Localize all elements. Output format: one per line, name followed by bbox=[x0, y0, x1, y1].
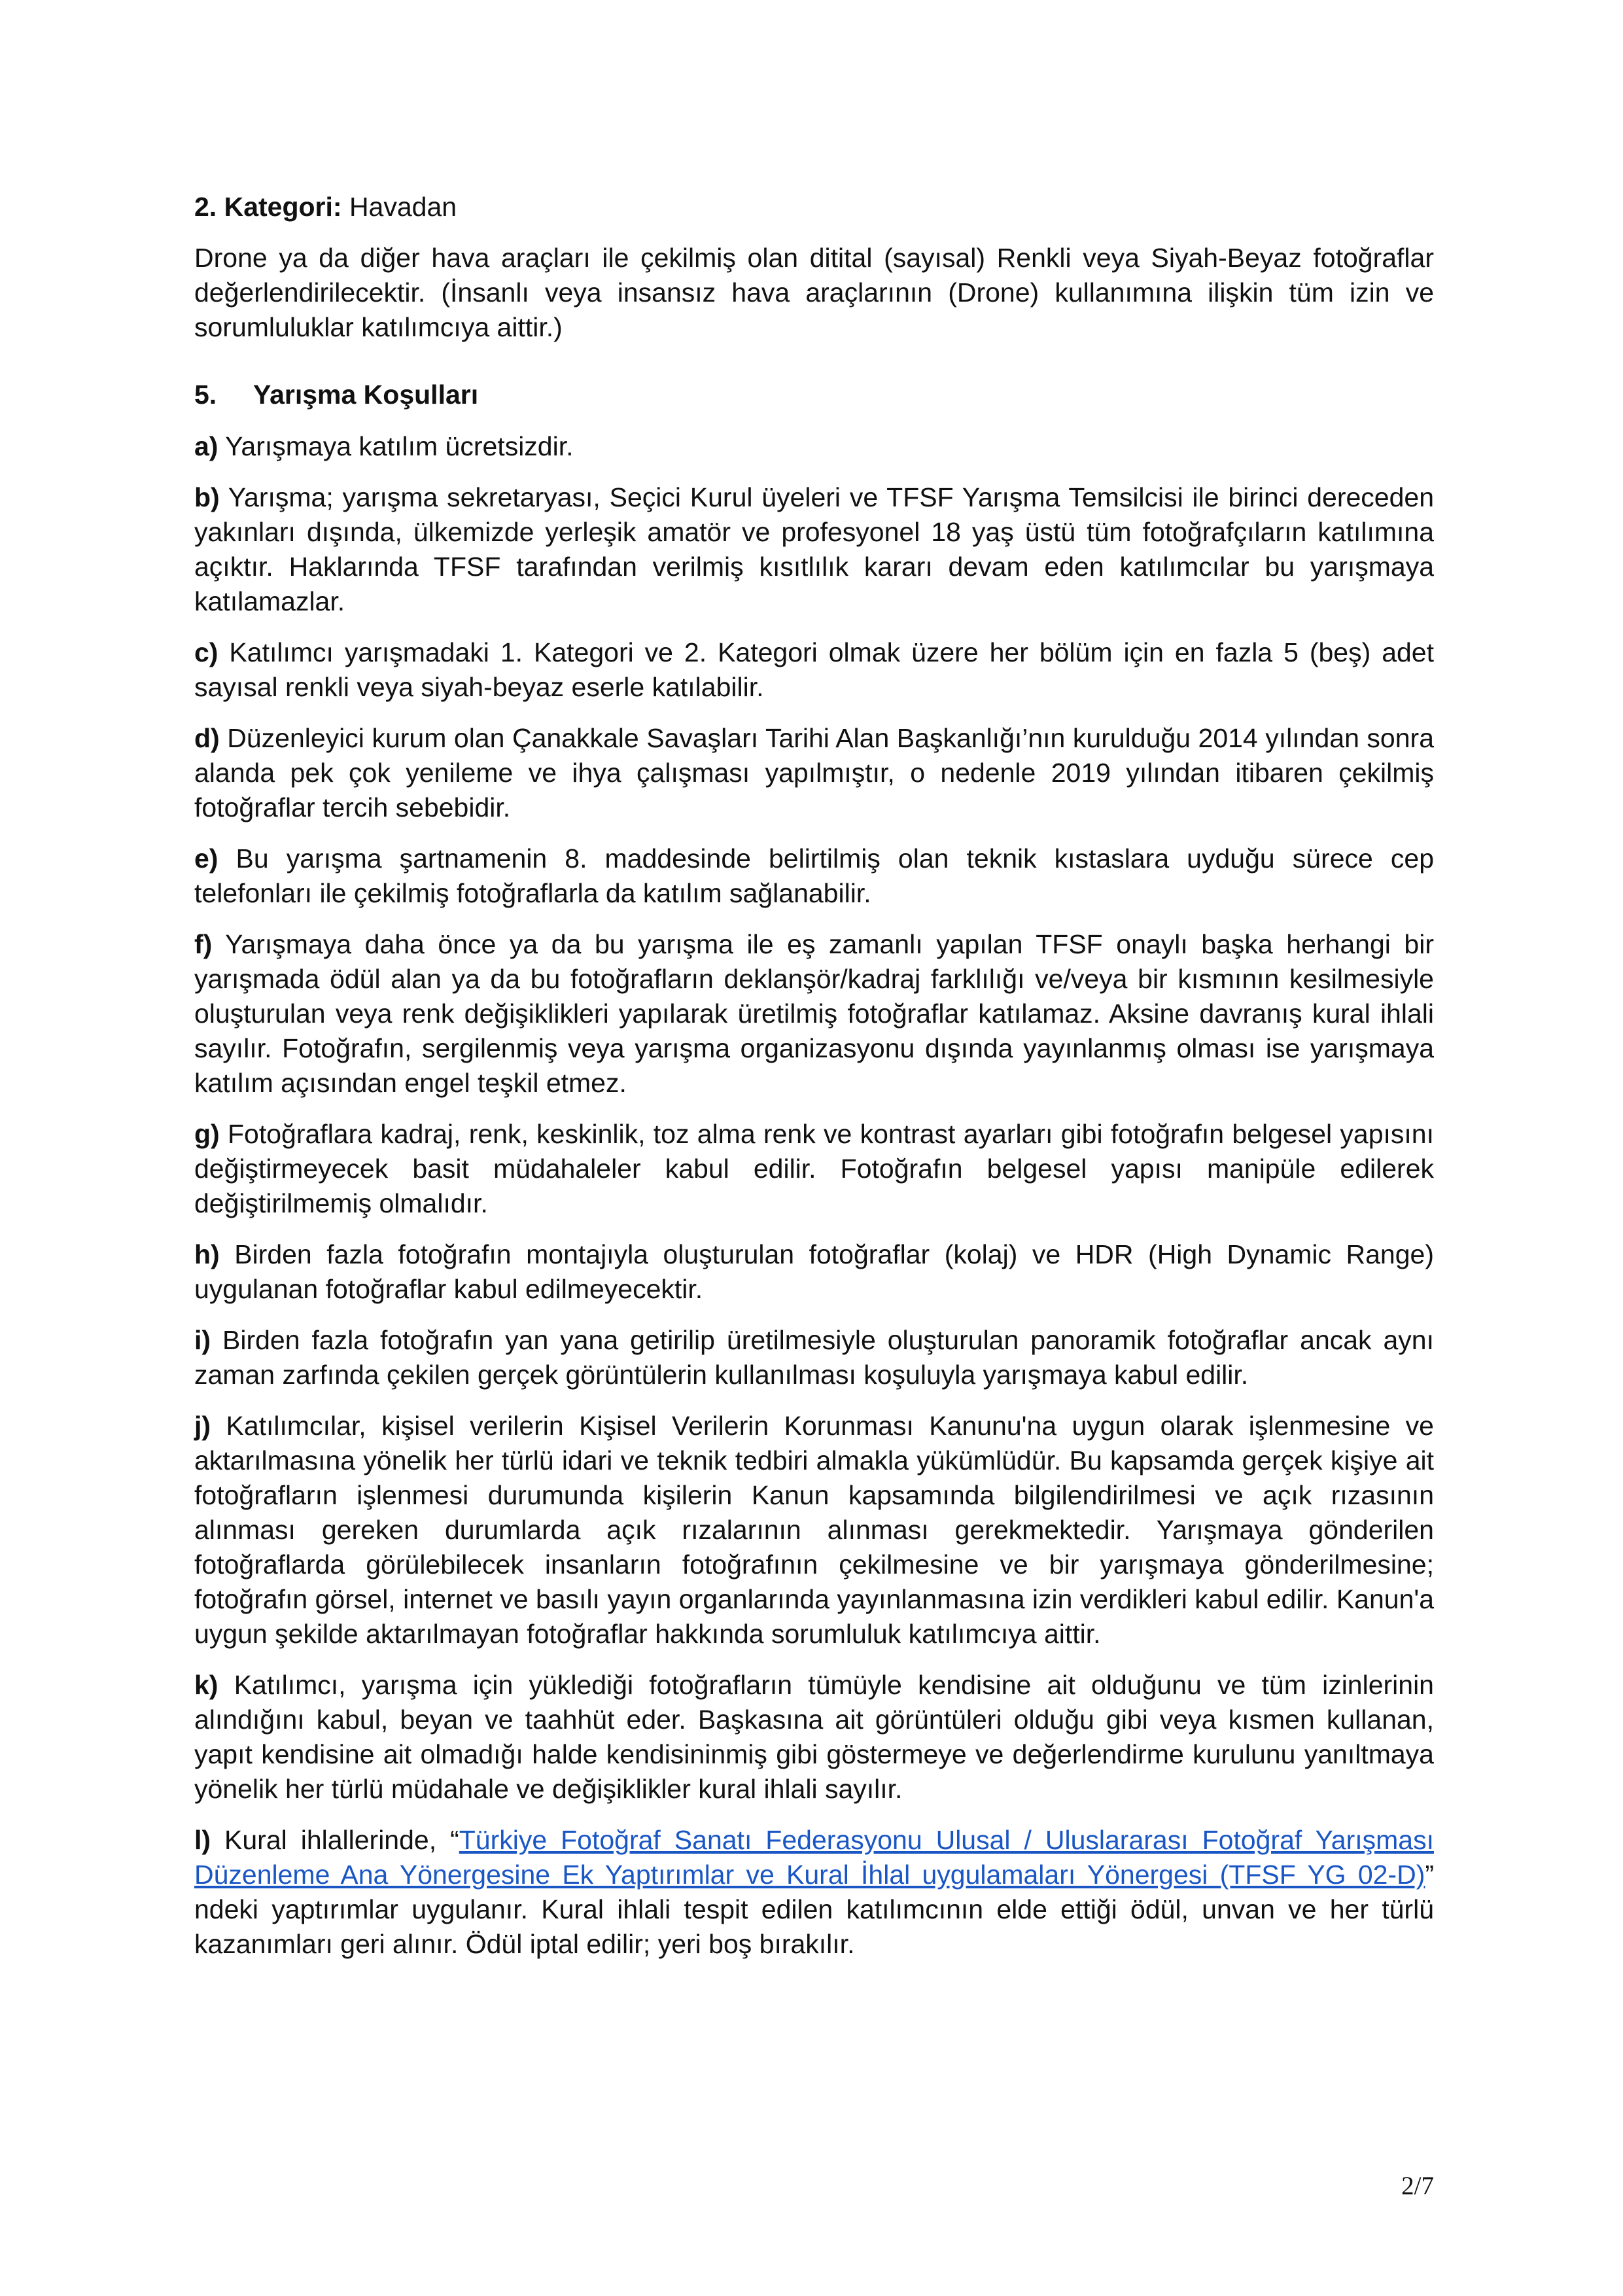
rule-text: Birden fazla fotoğrafın yan yana getirilip üretilmesiyle oluşturulan panoramik fotoğraflar ancak aynı zaman zarfında çekilen gerçek görüntülerin kullanılması koşuluyla yarışmaya kabul edilir. bbox=[194, 1325, 1434, 1390]
rule-text: Katılımcılar, kişisel verilerin Kişisel Verilerin Korunması Kanunu'na uygun olarak işlenmesine ve aktarılmasına yönelik her türlü idari ve teknik tedbiri almakla yükümlüdür. Bu kapsamda gerçek kişiye ait fotoğrafların işlenmesi durumunda kişilerin Kanun kapsamında bilgilendirilmesi ve açık rızasının alınması gereken durumlarda açık rızalarının alınması gerekmektedir. Yarışmaya gönderilen fotoğraflarda görülebilecek insanların fotoğrafının çekilmesine ve bir yarışmaya gönderilmesine; fotoğrafın görsel, internet ve basılı yayın organlarında yayınlanmasına izin verdikleri kabul edilir. Kanun'a uygun şekilde aktarılmayan fotoğraflar hakkında sorumluluk katılımcıya aittir. bbox=[194, 1411, 1434, 1649]
rule-text: Yarışma; yarışma sekretaryası, Seçici Kurul üyeleri ve TFSF Yarışma Temsilcisi ile birinci dereceden yakınları dışında, ülkemizde yerleşik amatör ve profesyonel 18 yaş üstü tüm fotoğrafçıların katılımına açıktır. Haklarında TFSF tarafından verilmiş kısıtlılık kararı devam eden katılımcılar bu yarışmaya katılamazlar. bbox=[194, 482, 1434, 616]
rule-key: d) bbox=[194, 723, 220, 753]
rule-a bbox=[194, 429, 1434, 464]
rule-key: k) bbox=[194, 1670, 218, 1700]
rule-j bbox=[194, 1409, 1434, 1651]
rule-key: g) bbox=[194, 1119, 220, 1149]
rule-key: j) bbox=[194, 1411, 211, 1441]
rule-i bbox=[194, 1323, 1434, 1392]
rule-text: Katılımcı, yarışma için yüklediği fotoğrafların tümüyle kendisine ait olduğunu ve tüm izinlerinin alındığını kabul, beyan ve taahhüt eder. Başkasına ait görüntüleri olduğu gibi veya kısmen kullanan, yapıt kendisine ait olmadığı halde kendisininmiş gibi göstermeye ve değerlendirme kurulunu yanıltmaya yönelik her türlü müdahale ve değişiklikler kural ihlali sayılır. bbox=[194, 1670, 1434, 1804]
rule-c bbox=[194, 635, 1434, 705]
rule-key: i) bbox=[194, 1325, 211, 1355]
rule-g bbox=[194, 1117, 1434, 1221]
rule-text-after: ” ndeki yaptırımlar uygulanır. Kural ihlali tespit edilen katılımcının elde ettiği ödül, unvan ve her türlü kazanımları geri alınır. Ödül iptal edilir; yeri boş bırakılır. bbox=[194, 1860, 1434, 1959]
rule-key: l) bbox=[194, 1825, 211, 1855]
rule-text: Birden fazla fotoğrafın montajıyla oluşturulan fotoğraflar (kolaj) ve HDR (High Dynamic Range) uygulanan fotoğraflar kabul edilmeyecektir. bbox=[194, 1239, 1434, 1304]
rule-key: a) bbox=[194, 431, 218, 461]
rule-f bbox=[194, 927, 1434, 1101]
category-2-description: Drone ya da diğer hava araçları ile çekilmiş olan ditital (sayısal) Renkli veya Siyah-Beyaz fotoğraflar değerlendirilecektir. (İnsanlı veya insansız hava araçlarının (Drone) kullanımına ilişkin tüm izin ve sorumluluklar katılımcıya aittir.) bbox=[194, 243, 1434, 342]
rule-text: Düzenleyici kurum olan Çanakkale Savaşları Tarihi Alan Başkanlığı’nın kurulduğu 2014 yılından sonra alanda pek çok yenileme ve ihya çalışması yapılmıştır, o nedenle 2019 yılından itibaren çekilmiş fotoğraflar tercih sebebidir. bbox=[194, 723, 1434, 822]
rule-text: Yarışmaya daha önce ya da bu yarışma ile eş zamanlı yapılan TFSF onaylı başka herhangi bir yarışmada ödül alan ya da bu fotoğrafların deklanşör/kadraj farklılığı ve/veya bir kısmının kesilmesiyle oluşturulan veya renk değişiklikleri yapılarak üretilmiş fotoğraflar katılamaz. Aksine davranış kural ihlali sayılır. Fotoğrafın, sergilenmiş veya yarışma organizasyonu dışında yayınlanmış olması ise yarışmaya katılım açısından engel teşkil etmez. bbox=[194, 929, 1434, 1098]
rule-text: Fotoğraflara kadraj, renk, keskinlik, toz alma renk ve kontrast ayarları gibi fotoğrafın belgesel yapısını değiştirmeyecek basit müdahaleler kabul edilir. Fotoğrafın belgesel yapısı manipüle edilerek değiştirilmemiş olmalıdır. bbox=[194, 1119, 1434, 1218]
section-5-number: 5. bbox=[194, 380, 217, 410]
section-5-heading bbox=[194, 378, 1434, 412]
rule-key: e) bbox=[194, 843, 218, 874]
tfsf-directive-link[interactable]: Türkiye Fotoğraf Sanatı Federasyonu Ulusal / Uluslararası Fotoğraf Yarışması Düzenleme Ana Yönergesine Ek Yaptırımlar ve Kural İhlal uygulamaları Yönergesi (TFSF YG 02-D) bbox=[194, 1825, 1434, 1890]
rule-text-before: Kural ihlallerinde, “ bbox=[211, 1825, 459, 1855]
rule-b bbox=[194, 480, 1434, 619]
category-2-value: Havadan bbox=[341, 192, 457, 222]
rule-k bbox=[194, 1668, 1434, 1807]
rule-h bbox=[194, 1237, 1434, 1307]
document-body bbox=[194, 190, 1434, 1978]
rule-e bbox=[194, 841, 1434, 911]
rule-text: Yarışmaya katılım ücretsizdir. bbox=[218, 431, 574, 461]
rule-key: b) bbox=[194, 482, 220, 512]
page-number: 2/7 bbox=[1401, 2172, 1434, 2200]
rule-key: f) bbox=[194, 929, 213, 959]
rule-text: Katılımcı yarışmadaki 1. Kategori ve 2. Kategori olmak üzere her bölüm için en fazla 5 (beş) adet sayısal renkli veya siyah-beyaz eserle katılabilir. bbox=[194, 637, 1434, 702]
rule-key: h) bbox=[194, 1239, 220, 1269]
rule-text: Bu yarışma şartnamenin 8. maddesinde belirtilmiş olan teknik kıstaslara uyduğu sürece cep telefonları ile çekilmiş fotoğraflarla da katılım sağlanabilir. bbox=[194, 843, 1434, 908]
section-5-title: Yarışma Koşulları bbox=[253, 380, 479, 410]
rule-d bbox=[194, 721, 1434, 825]
category-2-label: 2. Kategori: bbox=[194, 192, 342, 222]
rule-l bbox=[194, 1823, 1434, 1962]
category-2-heading bbox=[194, 190, 1434, 224]
rule-key: c) bbox=[194, 637, 218, 667]
